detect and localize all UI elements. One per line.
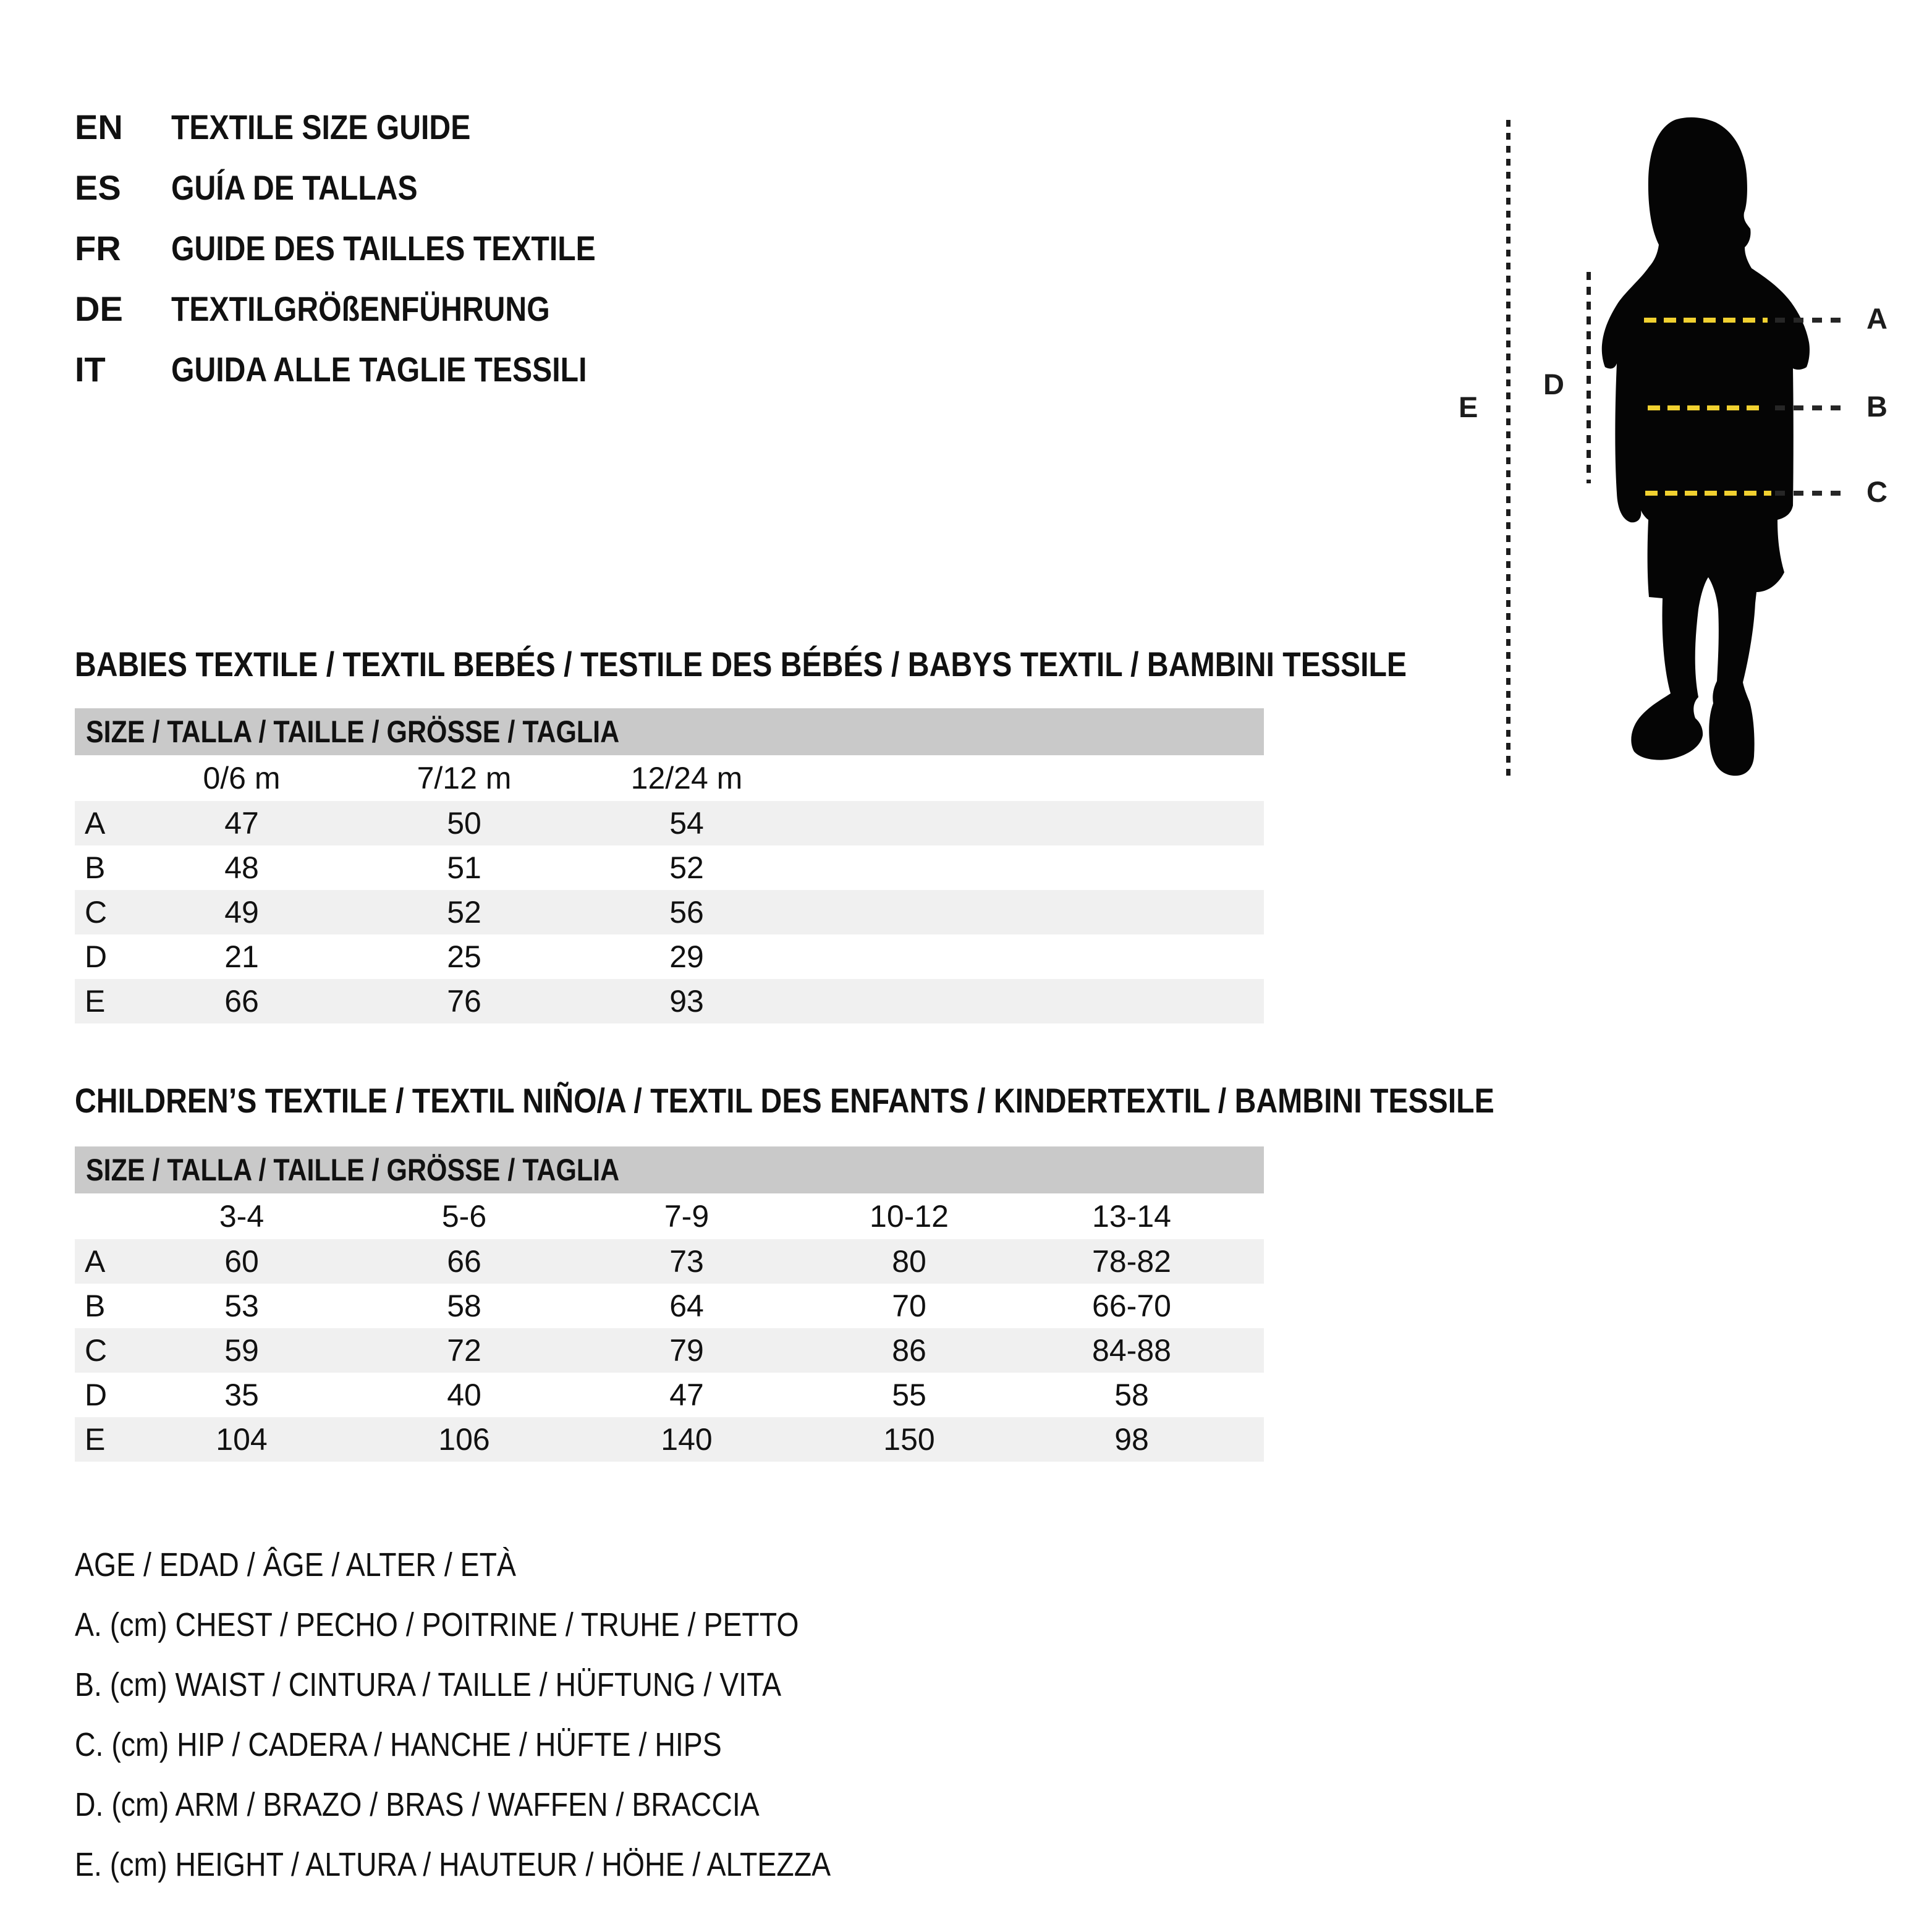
size-cell: 56 [669,895,704,930]
size-cell: 54 [669,806,704,841]
size-cell: 72 [447,1333,481,1368]
size-cell: 66 [224,984,259,1019]
language-code: FR [75,228,121,268]
size-cell: 98 [1114,1422,1149,1457]
row-label: B [85,1289,106,1323]
size-cell: 66-70 [1092,1289,1171,1323]
table-row [75,934,1264,979]
child-silhouette [1595,115,1817,782]
size-cell: 86 [892,1333,926,1368]
row-label: B [85,850,106,885]
size-cell: 93 [669,984,704,1019]
column-header-row [75,755,1264,801]
row-label: A [85,1244,106,1279]
size-cell: 66 [447,1244,481,1279]
language-row-es [75,157,665,218]
table-row [75,979,1264,1023]
table-row [75,1373,1264,1417]
legend-hip-line: C. (cm) HIP / CADERA / HANCHE / HÜFTE / HIPS [75,1726,722,1763]
children-size-table [75,1146,1264,1462]
size-cell: 48 [224,850,259,885]
measurement-legend [75,1535,954,1895]
language-row-it [75,339,665,399]
table-row [75,801,1264,845]
language-row-de [75,278,665,339]
size-cell: 59 [224,1333,259,1368]
babies-section-title: BABIES TEXTILE / TEXTIL BEBÉS / TESTILE DES BÉBÉS / BABYS TEXTIL / BAMBINI TESSILE [75,645,1407,684]
size-cell: 70 [892,1289,926,1323]
language-code: DE [75,289,123,328]
column-header-row [75,1193,1264,1239]
table-row [75,1239,1264,1284]
chest-leader-dash [1775,318,1848,323]
waist-label: B [1866,390,1888,423]
legend-waist-line: B. (cm) WAIST / CINTURA / TAILLE / HÜFTUNG / VITA [75,1666,782,1703]
language-row-en [75,96,665,157]
waist-leader-dash [1775,405,1848,410]
size-cell: 58 [447,1289,481,1323]
arm-measure-line [1587,272,1591,483]
column-header: 13-14 [1092,1199,1171,1234]
size-cell: 64 [669,1289,704,1323]
legend-chest-line: A. (cm) CHEST / PECHO / POITRINE / TRUHE / PETTO [75,1606,799,1643]
table-row [75,1328,1264,1373]
guide-title: TEXTILE SIZE GUIDE [171,107,471,146]
size-cell: 52 [669,850,704,885]
language-code: ES [75,167,121,207]
size-header-bar: SIZE / TALLA / TAILLE / GRÖSSE / TAGLIA [75,1146,1264,1193]
row-label: C [85,895,108,930]
column-header: 0/6 m [203,761,281,795]
guide-title: GUIDE DES TAILLES TEXTILE [171,228,596,268]
table-row [75,845,1264,890]
size-cell: 47 [224,806,259,841]
size-cell: 50 [447,806,481,841]
column-header: 7/12 m [417,761,512,795]
hip-label: C [1866,475,1888,508]
row-label: E [85,984,106,1019]
child-measurement-figure [1446,103,1932,807]
guide-title: TEXTILGRÖßENFÜHRUNG [171,289,550,328]
column-header: 12/24 m [630,761,743,795]
row-label: C [85,1333,108,1368]
table-row [75,1284,1264,1328]
size-cell: 35 [224,1378,259,1412]
size-cell: 53 [224,1289,259,1323]
size-cell: 58 [1114,1378,1149,1412]
height-label: E [1459,391,1478,423]
language-code: EN [75,107,123,146]
table-row [75,1417,1264,1462]
language-title-list [75,96,665,399]
size-cell: 51 [447,850,481,885]
size-cell: 79 [669,1333,704,1368]
size-cell: 25 [447,939,481,974]
row-label: E [85,1422,106,1457]
legend-height-line: E. (cm) HEIGHT / ALTURA / HAUTEUR / HÖHE / ALTEZZA [75,1846,831,1883]
column-header: 7-9 [664,1199,710,1234]
size-cell: 76 [447,984,481,1019]
table-row [75,890,1264,934]
size-header-bar: SIZE / TALLA / TAILLE / GRÖSSE / TAGLIA [75,708,1264,755]
size-cell: 49 [224,895,259,930]
guide-title: GUÍA DE TALLAS [171,167,418,207]
size-cell: 140 [661,1422,713,1457]
size-cell: 78-82 [1092,1244,1171,1279]
guide-title: GUIDA ALLE TAGLIE TESSILI [171,349,587,389]
size-cell: 21 [224,939,259,974]
column-header: 10-12 [870,1199,949,1234]
babies-size-table [75,708,1264,1023]
column-header: 5-6 [441,1199,487,1234]
hip-leader-dash [1775,491,1848,496]
row-label: D [85,939,108,974]
size-cell: 29 [669,939,704,974]
size-cell: 150 [883,1422,935,1457]
size-cell: 84-88 [1092,1333,1171,1368]
size-cell: 40 [447,1378,481,1412]
hip-measure-dash [1645,491,1771,496]
row-label: D [85,1378,108,1412]
size-cell: 104 [216,1422,268,1457]
arm-label: D [1543,368,1564,400]
size-cell: 106 [438,1422,490,1457]
waist-measure-dash [1648,405,1766,410]
legend-age-line: AGE / EDAD / ÂGE / ALTER / ETÀ [75,1546,517,1583]
size-cell: 55 [892,1378,926,1412]
chest-measure-dash [1644,318,1768,323]
chest-label: A [1866,302,1888,335]
size-cell: 52 [447,895,481,930]
legend-arm-line: D. (cm) ARM / BRAZO / BRAS / WAFFEN / BRACCIA [75,1786,760,1823]
size-cell: 73 [669,1244,704,1279]
row-label: A [85,806,106,841]
language-code: IT [75,349,106,389]
size-cell: 80 [892,1244,926,1279]
size-cell: 60 [224,1244,259,1279]
column-header: 3-4 [219,1199,265,1234]
children-section-title: CHILDREN’S TEXTILE / TEXTIL NIÑO/A / TEXTIL DES ENFANTS / KINDERTEXTIL / BAMBINI TESSILE [75,1081,1494,1120]
language-row-fr [75,218,665,278]
size-cell: 47 [669,1378,704,1412]
